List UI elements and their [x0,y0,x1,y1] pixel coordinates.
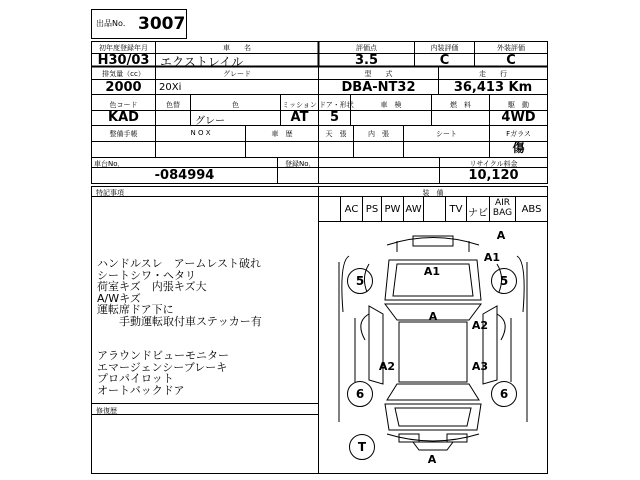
score: 3.5 [354,53,379,68]
model-label: 型 式 [364,70,393,78]
car-name: エクストレイル [160,55,244,69]
displacement: 2000 [105,80,142,95]
note-line: 運転席ドア下に [97,303,174,316]
car-name-label: 車 名 [223,44,251,52]
recycle-fee: 10,120 [468,168,519,183]
exterior-label: 外装評価 [497,44,525,52]
mark-front-door-right: A2 [471,319,489,332]
recycle-label: リサイクル料金 [469,160,518,168]
lot-label: 出品No． [96,19,131,28]
grade: 20Xi [159,82,182,93]
mark-hood-right: A1 [423,265,441,278]
color: グレー [195,116,225,127]
color-code-label: 色コード [109,101,138,109]
equip-pw: PW [384,204,401,215]
mark-rear-right: A3 [471,360,489,373]
chassis-label: 車台No． [94,160,125,168]
note-line: 手動運転取付車ステッカー有 [97,314,262,328]
interior-grade: C [439,53,450,68]
tire-rear-right: 6 [491,381,517,407]
car-diagram [319,222,547,473]
tire-front-right: 5 [491,268,517,294]
door-label: ドア・形状 [319,101,354,109]
ceiling-label: 天 張 [325,130,347,138]
notes-list [97,258,262,396]
drive: 4WD [501,110,536,125]
note-line: アラウンドビューモニター [97,349,229,362]
note-line: エマージェンシーブレーキ [97,360,228,374]
model-code: DBA-NT32 [341,80,416,95]
lot-number: 3007 [138,14,186,34]
tire-front-left: 5 [347,268,373,294]
doors: 5 [329,110,340,125]
exterior-grade: C [506,53,516,68]
history-label: 車 歴 [271,130,293,138]
mark-front-bumper: A [496,229,506,242]
reg-year: H30/03 [97,53,150,68]
note-line: 荷室キズ 内張キズ大 [97,280,207,293]
equip-ac: AC [344,204,359,215]
chassis-number: -084994 [154,168,215,183]
mission-label: ミッション [282,101,317,109]
mission: AT [290,110,309,125]
seat-label: シート [436,130,457,138]
grade-label: グレード [223,70,251,78]
glass: 傷 [512,141,525,155]
score-label: 評価点 [356,44,377,52]
mileage-label: 走 行 [479,70,507,78]
equip-abs: ABS [521,204,542,215]
mileage: 36,413 Km [453,80,533,95]
inspection-label: 車 検 [380,101,402,109]
note-line: シートシワ・ヘタリ [97,268,196,282]
nox-label: N O X [190,129,211,137]
fuel-label: 燃 料 [450,101,471,109]
repair-history-label: 修復歴 [96,407,117,415]
note-line: A/Wキズ [97,291,141,305]
color-change-label: 色替 [166,101,180,109]
note-line [97,327,262,350]
tire-rear-left: 6 [347,381,373,407]
equipment-label: 装 備 [422,189,444,197]
note-line: オートバックドア [97,383,185,397]
mark-rear-bumper: A [427,453,437,466]
equip-tv: TV [449,204,463,215]
note-line: プロパイロット [97,372,174,385]
maintenance-label: 整備手帳 [109,130,138,138]
reg-year-label: 初年度登録年月 [99,44,148,52]
displacement-label: 排気量（cc） [102,70,145,78]
color-label: 色 [232,101,239,109]
notes-label: 特記事項 [96,189,124,197]
equip-aw: AW [405,204,422,215]
interior-trim-label: 内 張 [368,130,389,138]
mark-rear-left: A2 [378,360,396,373]
mark-roof: A [428,310,438,323]
note-line: ハンドルスレ アームレスト破れ [97,257,262,270]
equip-navi: ナビ [468,208,488,219]
glass-label: Fガラス [506,130,531,138]
mark-front-fender-right: A1 [483,251,501,264]
equip-ps: PS [365,204,379,215]
interior-label: 内装評価 [430,44,459,52]
equip-airbag: AIR BAG [492,198,513,218]
color-code: KAD [108,110,139,125]
drive-label: 駆 動 [508,101,529,109]
tire-spare: T [349,434,375,460]
registration-label: 登録No． [285,160,316,168]
